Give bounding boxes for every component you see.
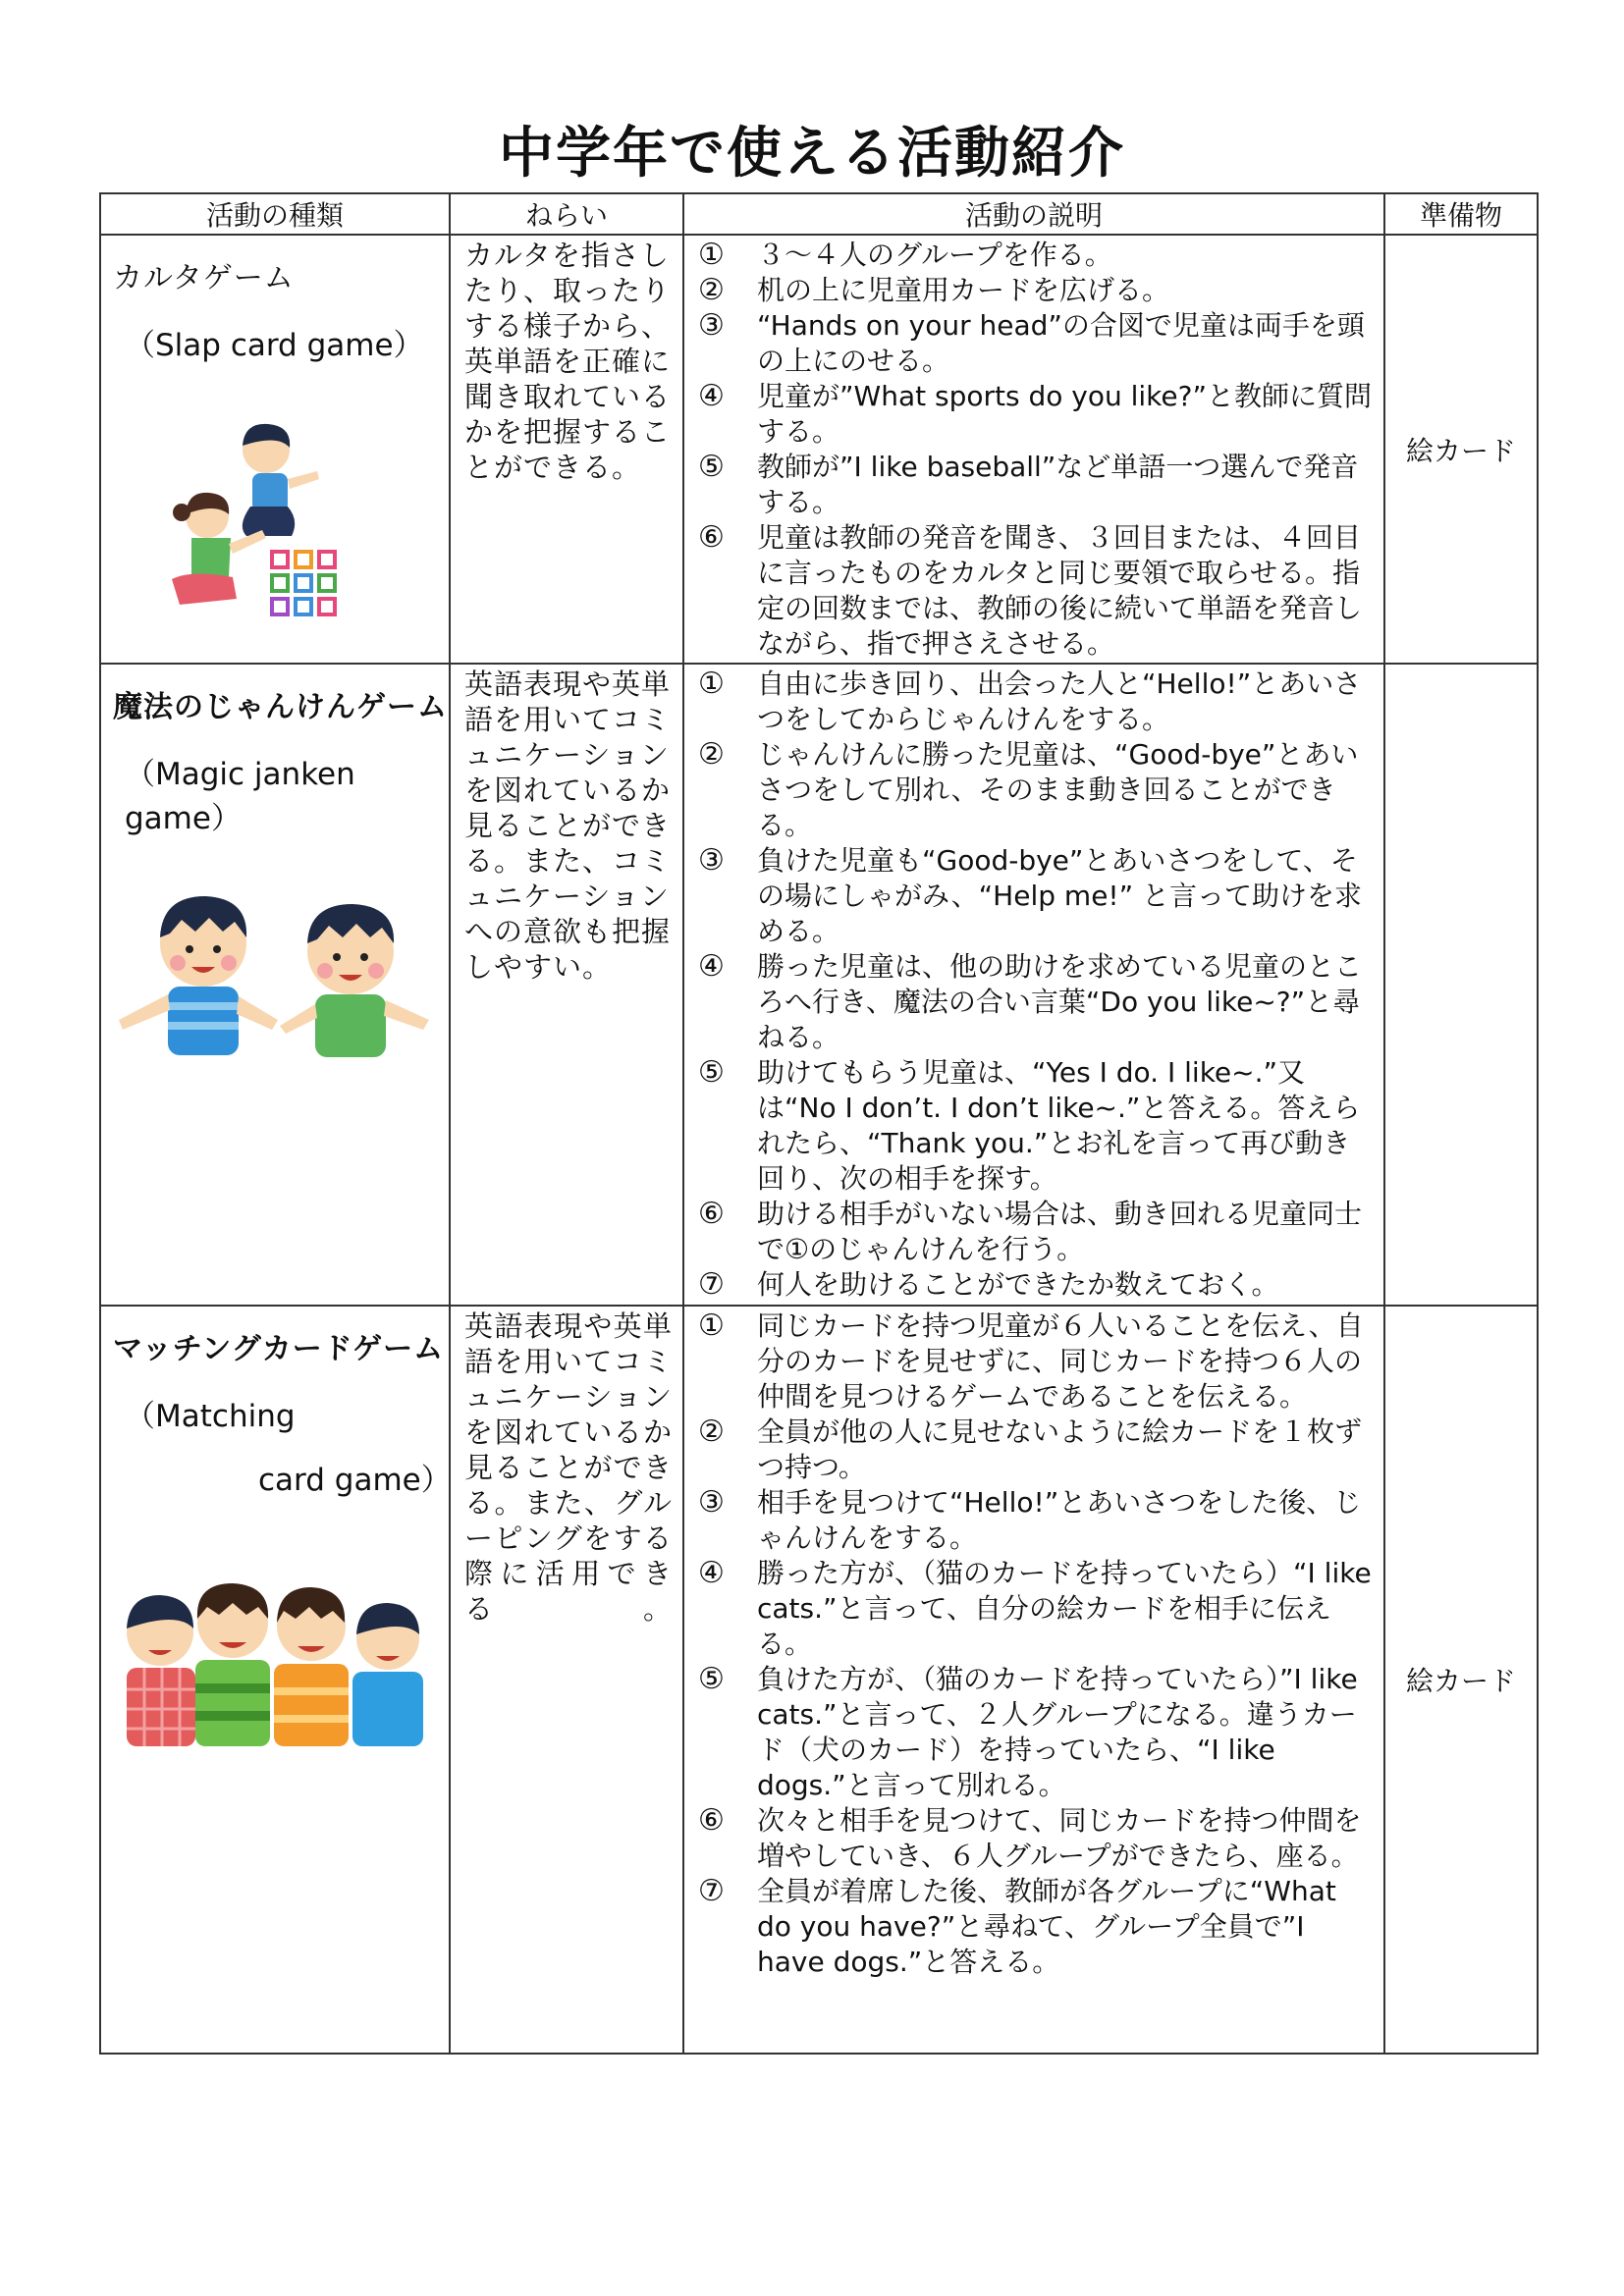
list-item [698, 450, 1372, 520]
table-row [100, 235, 1538, 664]
header-aim: ねらい [450, 193, 683, 235]
table-header-row [100, 193, 1538, 235]
table-row [100, 1306, 1538, 2054]
activity-cell [100, 664, 450, 1306]
list-item [698, 1874, 1372, 1980]
table-row [100, 664, 1538, 1306]
list-item [698, 1415, 1372, 1485]
header-description: 活動の説明 [683, 193, 1384, 235]
aim-cell [450, 664, 683, 1306]
step-text: 児童は教師の発音を聞き、３回目または、４回目に言ったものをカルタと同じ要領で取らせる。指定の回数までは、教師の後に続いて単語を発音しながら、指で押さえさせる。 [757, 521, 1363, 660]
step-text: “Hands on your head”の合図で児童は両手を頭の上にのせる。 [757, 309, 1365, 377]
list-item [698, 379, 1372, 450]
step-list [684, 236, 1383, 662]
step-text: 全員が着席した後、教師が各グループに“What do you have?”と尋ねて、グループ全員で”I have dogs.”と答える。 [757, 1875, 1336, 1978]
list-item [698, 843, 1372, 949]
step-number: ④ [698, 949, 725, 984]
step-text: 自由に歩き回り、出会った人と“Hello!”とあいさつをしてからじゃんけんをする。 [757, 667, 1362, 735]
list-item [698, 1308, 1372, 1415]
step-text: じゃんけんに勝った児童は、“Good-bye”とあいさつをして別れ、そのまま動き回ることができる。 [757, 738, 1359, 841]
step-text: 児童が”What sports do you like?”と教師に質問する。 [757, 380, 1372, 448]
step-number: ⑦ [698, 1267, 725, 1302]
step-text: 相手を見つけて“Hello!”とあいさつをした後、じゃんけんをする。 [757, 1486, 1362, 1554]
description-cell [683, 1306, 1384, 2054]
list-item [698, 1803, 1372, 1874]
list-item [698, 1267, 1372, 1303]
children-group-illustration [111, 1572, 445, 1748]
step-text: 全員が他の人に見せないように絵カードを１枚ずつ持つ。 [757, 1415, 1363, 1483]
activity-aim: 英語表現や英単語を用いてコミュニケーションを図れているか見ることができる。また、グルーピングをする際に活用できる。 [464, 1309, 673, 1626]
step-text: ３～４人のグループを作る。 [757, 239, 1112, 271]
step-number: ② [698, 1415, 725, 1449]
step-text: 助けてもらう児童は、“Yes I do. I like~.”又は“No I don’t. I don’t like~.”と答える。答えられたら、“Thank you.”とお礼を言って再び動き回り、次の相手を探す。 [757, 1056, 1361, 1195]
step-number: ⑤ [698, 450, 725, 484]
aim-cell [450, 235, 683, 664]
activity-name-en-line2: card game） [258, 1463, 452, 1498]
list-item [698, 1055, 1372, 1197]
activity-name-en: （Magic janken game） [125, 757, 355, 836]
description-cell [683, 664, 1384, 1306]
step-number: ② [698, 737, 725, 772]
activity-aim: カルタを指さしたり、取ったりする様子から、英単語を正確に聞き取れているかを把握することができる。 [464, 239, 672, 484]
step-number: ⑥ [698, 1803, 725, 1838]
list-item [698, 1556, 1372, 1662]
step-text: 負けた方が、（猫のカードを持っていたら）”I like cats.”と言って、２人グループになる。違うカード（犬のカード）を持っていたら、“I like dogs.”と言って別れる。 [757, 1663, 1358, 1801]
materials-cell: 絵カード [1384, 235, 1538, 664]
janken-boys-illustration [105, 873, 447, 1069]
karuta-children-illustration [152, 412, 368, 648]
list-item [698, 949, 1372, 1055]
header-materials: 準備物 [1384, 193, 1538, 235]
activity-aim: 英語表現や英単語を用いてコミュニケーションを図れているか見ることができる。また、コミュニケーションへの意欲も把握しやすい。 [464, 667, 672, 984]
step-text: 机の上に児童用カードを広げる。 [757, 274, 1170, 306]
step-text: 負けた児童も“Good-bye”とあいさつをして、その場にしゃがみ、“Help me!” と言って助けを求める。 [757, 844, 1363, 947]
activity-name: 魔法のじゃんけんゲーム [113, 690, 448, 724]
list-item [698, 520, 1372, 662]
activity-name: マッチングカードゲーム [113, 1332, 445, 1366]
step-number: ⑤ [698, 1055, 725, 1090]
step-list [684, 665, 1383, 1303]
list-item [698, 737, 1372, 843]
step-number: ① [698, 238, 725, 272]
list-item [698, 1662, 1372, 1803]
activity-name: カルタゲーム [113, 261, 295, 295]
step-number: ⑥ [698, 1197, 725, 1231]
activity-name-en: （Slap card game） [125, 328, 424, 363]
description-cell [683, 235, 1384, 664]
activity-cell [100, 235, 450, 664]
materials-cell [1384, 664, 1538, 1306]
step-text: 次々と相手を見つけて、同じカードを持つ仲間を増やしていき、６人グループができたら、座る。 [757, 1804, 1362, 1872]
step-number: ① [698, 667, 725, 701]
list-item [698, 667, 1372, 737]
materials-cell: 絵カード [1384, 1306, 1538, 2054]
step-number: ⑤ [698, 1662, 725, 1696]
step-number: ② [698, 273, 725, 307]
page-title: 中学年で使える活動紹介 [499, 122, 1125, 186]
step-number: ④ [698, 1556, 725, 1590]
step-number: ③ [698, 308, 725, 343]
list-item [698, 1197, 1372, 1267]
step-list [684, 1307, 1383, 1980]
step-text: 勝った方が、（猫のカードを持っていたら）“I like cats.”と言って、自分の絵カードを相手に伝える。 [757, 1557, 1372, 1660]
list-item [698, 1485, 1372, 1556]
activity-name-en: （Matching [125, 1399, 296, 1434]
list-item [698, 308, 1372, 379]
step-number: ① [698, 1308, 725, 1343]
step-number: ④ [698, 379, 725, 413]
step-number: ⑦ [698, 1874, 725, 1908]
step-number: ⑥ [698, 520, 725, 555]
aim-cell [450, 1306, 683, 2054]
list-item [698, 273, 1372, 308]
step-text: 何人を助けることができたか数えておく。 [757, 1268, 1279, 1301]
activity-table [99, 192, 1539, 2055]
list-item [698, 238, 1372, 273]
step-number: ③ [698, 843, 725, 878]
header-activity-type: 活動の種類 [100, 193, 450, 235]
step-text: 勝った児童は、他の助けを求めている児童のところへ行き、魔法の合い言葉“Do you like~?”と尋ねる。 [757, 950, 1363, 1053]
step-text: 教師が”I like baseball”など単語一つ選んで発音する。 [757, 451, 1359, 518]
step-text: 助ける相手がいない場合は、動き回れる児童同士で①のじゃんけんを行う。 [757, 1198, 1363, 1265]
step-text: 同じカードを持つ児童が６人いることを伝え、自分のカードを見せずに、同じカードを持つ６人の仲間を見つけるゲームであることを伝える。 [757, 1309, 1364, 1413]
step-number: ③ [698, 1485, 725, 1520]
activity-cell [100, 1306, 450, 2054]
